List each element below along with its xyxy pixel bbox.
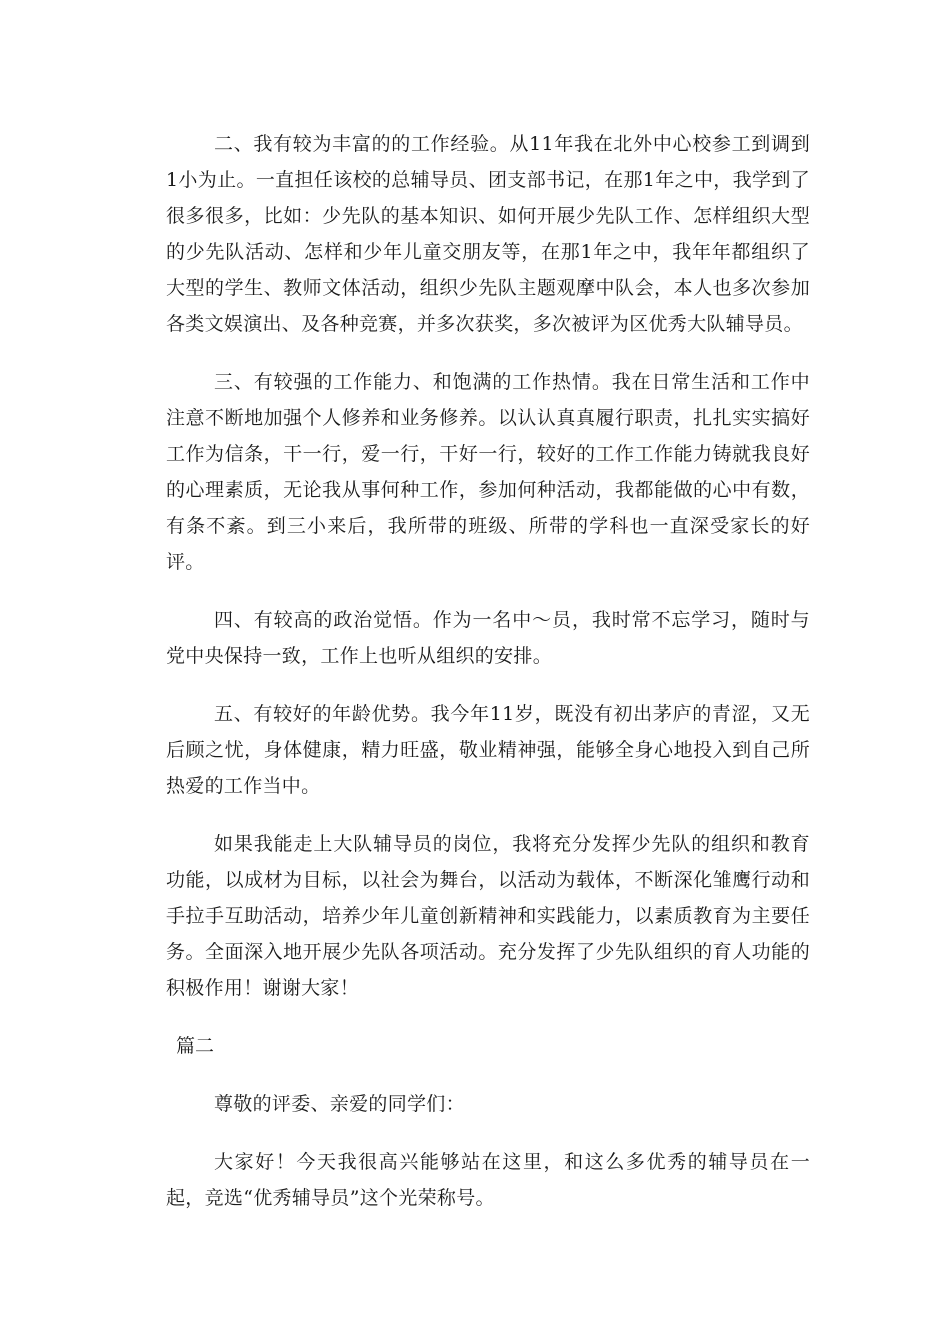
paragraph-political-awareness: 四、有较高的政治觉悟。作为一名中～员，我时常不忘学习，随时与党中央保持一致，工作上也听从组织的安排。 xyxy=(166,609,810,667)
document-body xyxy=(166,126,810,1216)
paragraph-salutation: 尊敬的评委、亲爱的同学们： xyxy=(214,1093,465,1115)
paragraph-age-advantage: 五、有较好的年龄优势。我今年11岁，既没有初出茅庐的青涩，又无后顾之忧，身体健康，精力旺盛，敬业精神强，能够全身心地投入到自己所热爱的工作当中。 xyxy=(166,703,810,797)
paragraph-closing: 如果我能走上大队辅导员的岗位，我将充分发挥少先队的组织和教育功能，以成材为目标，以社会为舞台，以活动为载体，不断深化雏鹰行动和手拉手互助活动，培养少年儿童创新精神和实践能力，以素质教育为主要任务。全面深入地开展少先队各项活动。充分发挥了少先队组织的育人功能的积极作用！谢谢大家！ xyxy=(166,833,810,999)
paragraph-work-experience: 二、我有较为丰富的的工作经验。从11年我在北外中心校参工到调到1小为止。一直担任该校的总辅导员、团支部书记，在那1年之中，我学到了很多很多，比如：少先队的基本知识、如何开展少先队工作、怎样组织大型的少先队活动、怎样和少年儿童交朋友等，在那1年之中，我年年都组织了大型的学生、教师文体活动，组织少先队主题观摩中队会，本人也多次参加各类文娱演出、及各种竞赛，并多次获奖，多次被评为区优秀大队辅导员。 xyxy=(166,133,810,335)
paragraph-work-ability: 三、有较强的工作能力、和饱满的工作热情。我在日常生活和工作中注意不断地加强个人修养和业务修养。以认认真真履行职责，扎扎实实搞好工作为信条，干一行，爱一行，干好一行，较好的工作工作能力铸就我良好的心理素质，无论我从事何种工作，参加何种活动，我都能做的心中有数，有条不紊。到三小来后，我所带的班级、所带的学科也一直深受家长的好评。 xyxy=(166,371,810,573)
paragraph-greeting: 大家好！今天我很高兴能够站在这里，和这么多优秀的辅导员在一起，竞选“优秀辅导员”这个光荣称号。 xyxy=(166,1151,810,1209)
section-heading: 篇二 xyxy=(176,1035,215,1057)
